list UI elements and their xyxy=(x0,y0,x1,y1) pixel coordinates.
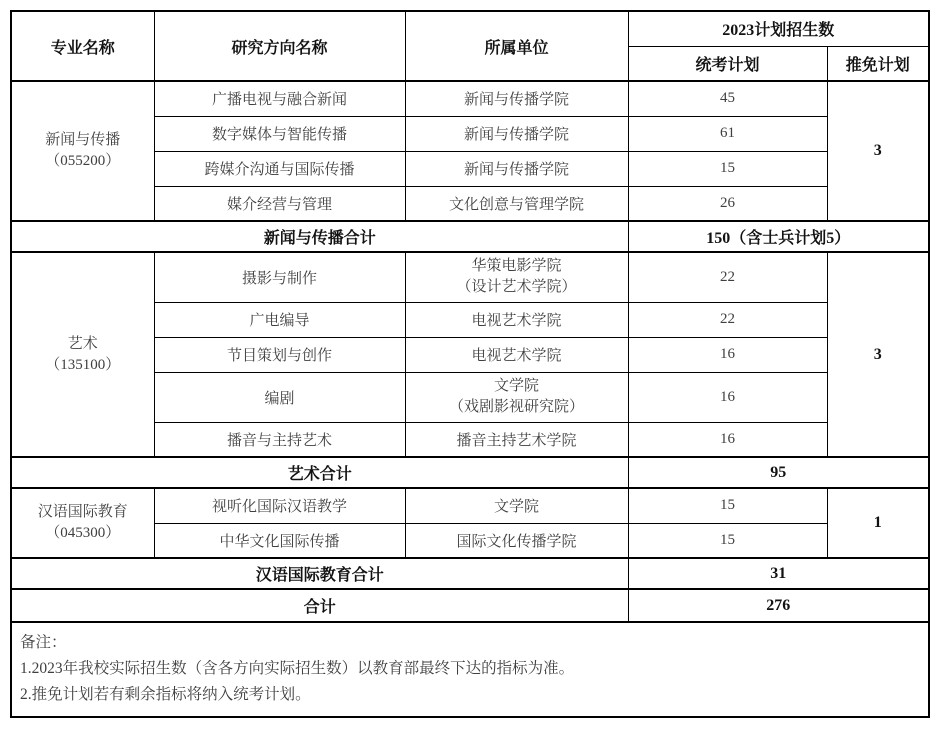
exempt-count-cell: 3 xyxy=(827,81,929,221)
direction-cell: 数字媒体与智能传播 xyxy=(154,116,405,151)
unit-cell: 新闻与传播学院 xyxy=(405,151,628,186)
unit-line-1: 文学院 xyxy=(493,378,539,394)
subtotal-row xyxy=(11,457,929,488)
major-name: 新闻与传播 xyxy=(45,132,121,148)
major-cell xyxy=(11,252,154,457)
major-name: 艺术 xyxy=(67,335,98,352)
table-row xyxy=(11,252,929,302)
direction-cell: 摄影与制作 xyxy=(154,252,405,302)
unified-count-cell: 15 xyxy=(628,523,827,558)
direction-cell: 广电编导 xyxy=(154,302,405,337)
unified-count-cell: 15 xyxy=(628,488,827,523)
note-line-1: 1.2023年我校实际招生数（含各方向实际招生数）以教育部最终下达的指标为准。 xyxy=(20,660,575,677)
table-row xyxy=(11,81,929,116)
unified-plan-header: 统考计划 xyxy=(628,46,827,81)
direction-column-header: 研究方向名称 xyxy=(154,11,405,81)
exempt-count-cell: 3 xyxy=(827,252,929,457)
grand-total-label-cell: 合计 xyxy=(11,589,628,622)
direction-cell: 中华文化国际传播 xyxy=(154,523,405,558)
unit-line-2: （戏剧影视研究院） xyxy=(448,399,584,415)
unit-cell: 国际文化传播学院 xyxy=(405,523,628,558)
unit-cell: 电视艺术学院 xyxy=(405,337,628,372)
direction-cell: 节目策划与创作 xyxy=(154,337,405,372)
direction-cell: 编剧 xyxy=(154,372,405,422)
notes-cell xyxy=(11,622,929,717)
notes-row xyxy=(11,622,929,717)
subtotal-label-cell: 新闻与传播合计 xyxy=(11,221,628,252)
unified-count-cell: 22 xyxy=(628,252,827,302)
note-line-2: 2.推免计划若有剩余指标将纳入统考计划。 xyxy=(20,686,311,703)
unified-count-cell: 15 xyxy=(628,151,827,186)
unit-cell: 文化创意与管理学院 xyxy=(405,186,628,221)
direction-cell: 媒介经营与管理 xyxy=(154,186,405,221)
unified-count-cell: 16 xyxy=(628,422,827,457)
subtotal-row xyxy=(11,221,929,252)
unit-line-1: 华策电影学院 xyxy=(471,258,562,275)
major-name: 汉语国际教育 xyxy=(37,504,128,520)
unit-cell: 文学院 xyxy=(405,488,628,523)
unit-cell: 新闻与传播学院 xyxy=(405,81,628,116)
unit-cell xyxy=(405,372,628,422)
subtotal-row xyxy=(11,558,929,589)
header-row-1 xyxy=(11,11,929,46)
unit-cell: 播音主持艺术学院 xyxy=(405,422,628,457)
unified-count-cell: 45 xyxy=(628,81,827,116)
unit-cell: 新闻与传播学院 xyxy=(405,116,628,151)
plan-2023-header: 2023计划招生数 xyxy=(628,11,929,46)
table-row xyxy=(11,488,929,523)
enrollment-table xyxy=(10,10,930,718)
direction-cell: 广播电视与融合新闻 xyxy=(154,81,405,116)
unit-cell: 电视艺术学院 xyxy=(405,302,628,337)
subtotal-label-cell: 汉语国际教育合计 xyxy=(11,558,628,589)
notes-title: 备注： xyxy=(20,634,67,651)
grand-total-row xyxy=(11,589,929,622)
major-cell xyxy=(11,488,154,558)
unified-count-cell: 16 xyxy=(628,337,827,372)
exempt-count-cell: 1 xyxy=(827,488,929,558)
major-code: （045300） xyxy=(45,525,121,541)
direction-cell: 播音与主持艺术 xyxy=(154,422,405,457)
major-cell xyxy=(11,81,154,221)
exempt-plan-header: 推免计划 xyxy=(827,46,929,81)
unified-count-cell: 26 xyxy=(628,186,827,221)
unit-line-2: （设计艺术学院） xyxy=(456,279,577,296)
direction-cell: 视听化国际汉语教学 xyxy=(154,488,405,523)
subtotal-value-cell: 31 xyxy=(628,558,929,589)
unified-count-cell: 16 xyxy=(628,372,827,422)
major-code: （135100） xyxy=(45,356,121,373)
major-code: （055200） xyxy=(45,153,121,169)
subtotal-value-cell: 150（含士兵计划5） xyxy=(628,221,929,252)
unit-column-header: 所属单位 xyxy=(405,11,628,81)
direction-cell: 跨媒介沟通与国际传播 xyxy=(154,151,405,186)
subtotal-label-cell: 艺术合计 xyxy=(11,457,628,488)
unit-cell xyxy=(405,252,628,302)
grand-total-value-cell: 276 xyxy=(628,589,929,622)
subtotal-value-cell: 95 xyxy=(628,457,929,488)
major-column-header: 专业名称 xyxy=(11,11,154,81)
unified-count-cell: 61 xyxy=(628,116,827,151)
unified-count-cell: 22 xyxy=(628,302,827,337)
